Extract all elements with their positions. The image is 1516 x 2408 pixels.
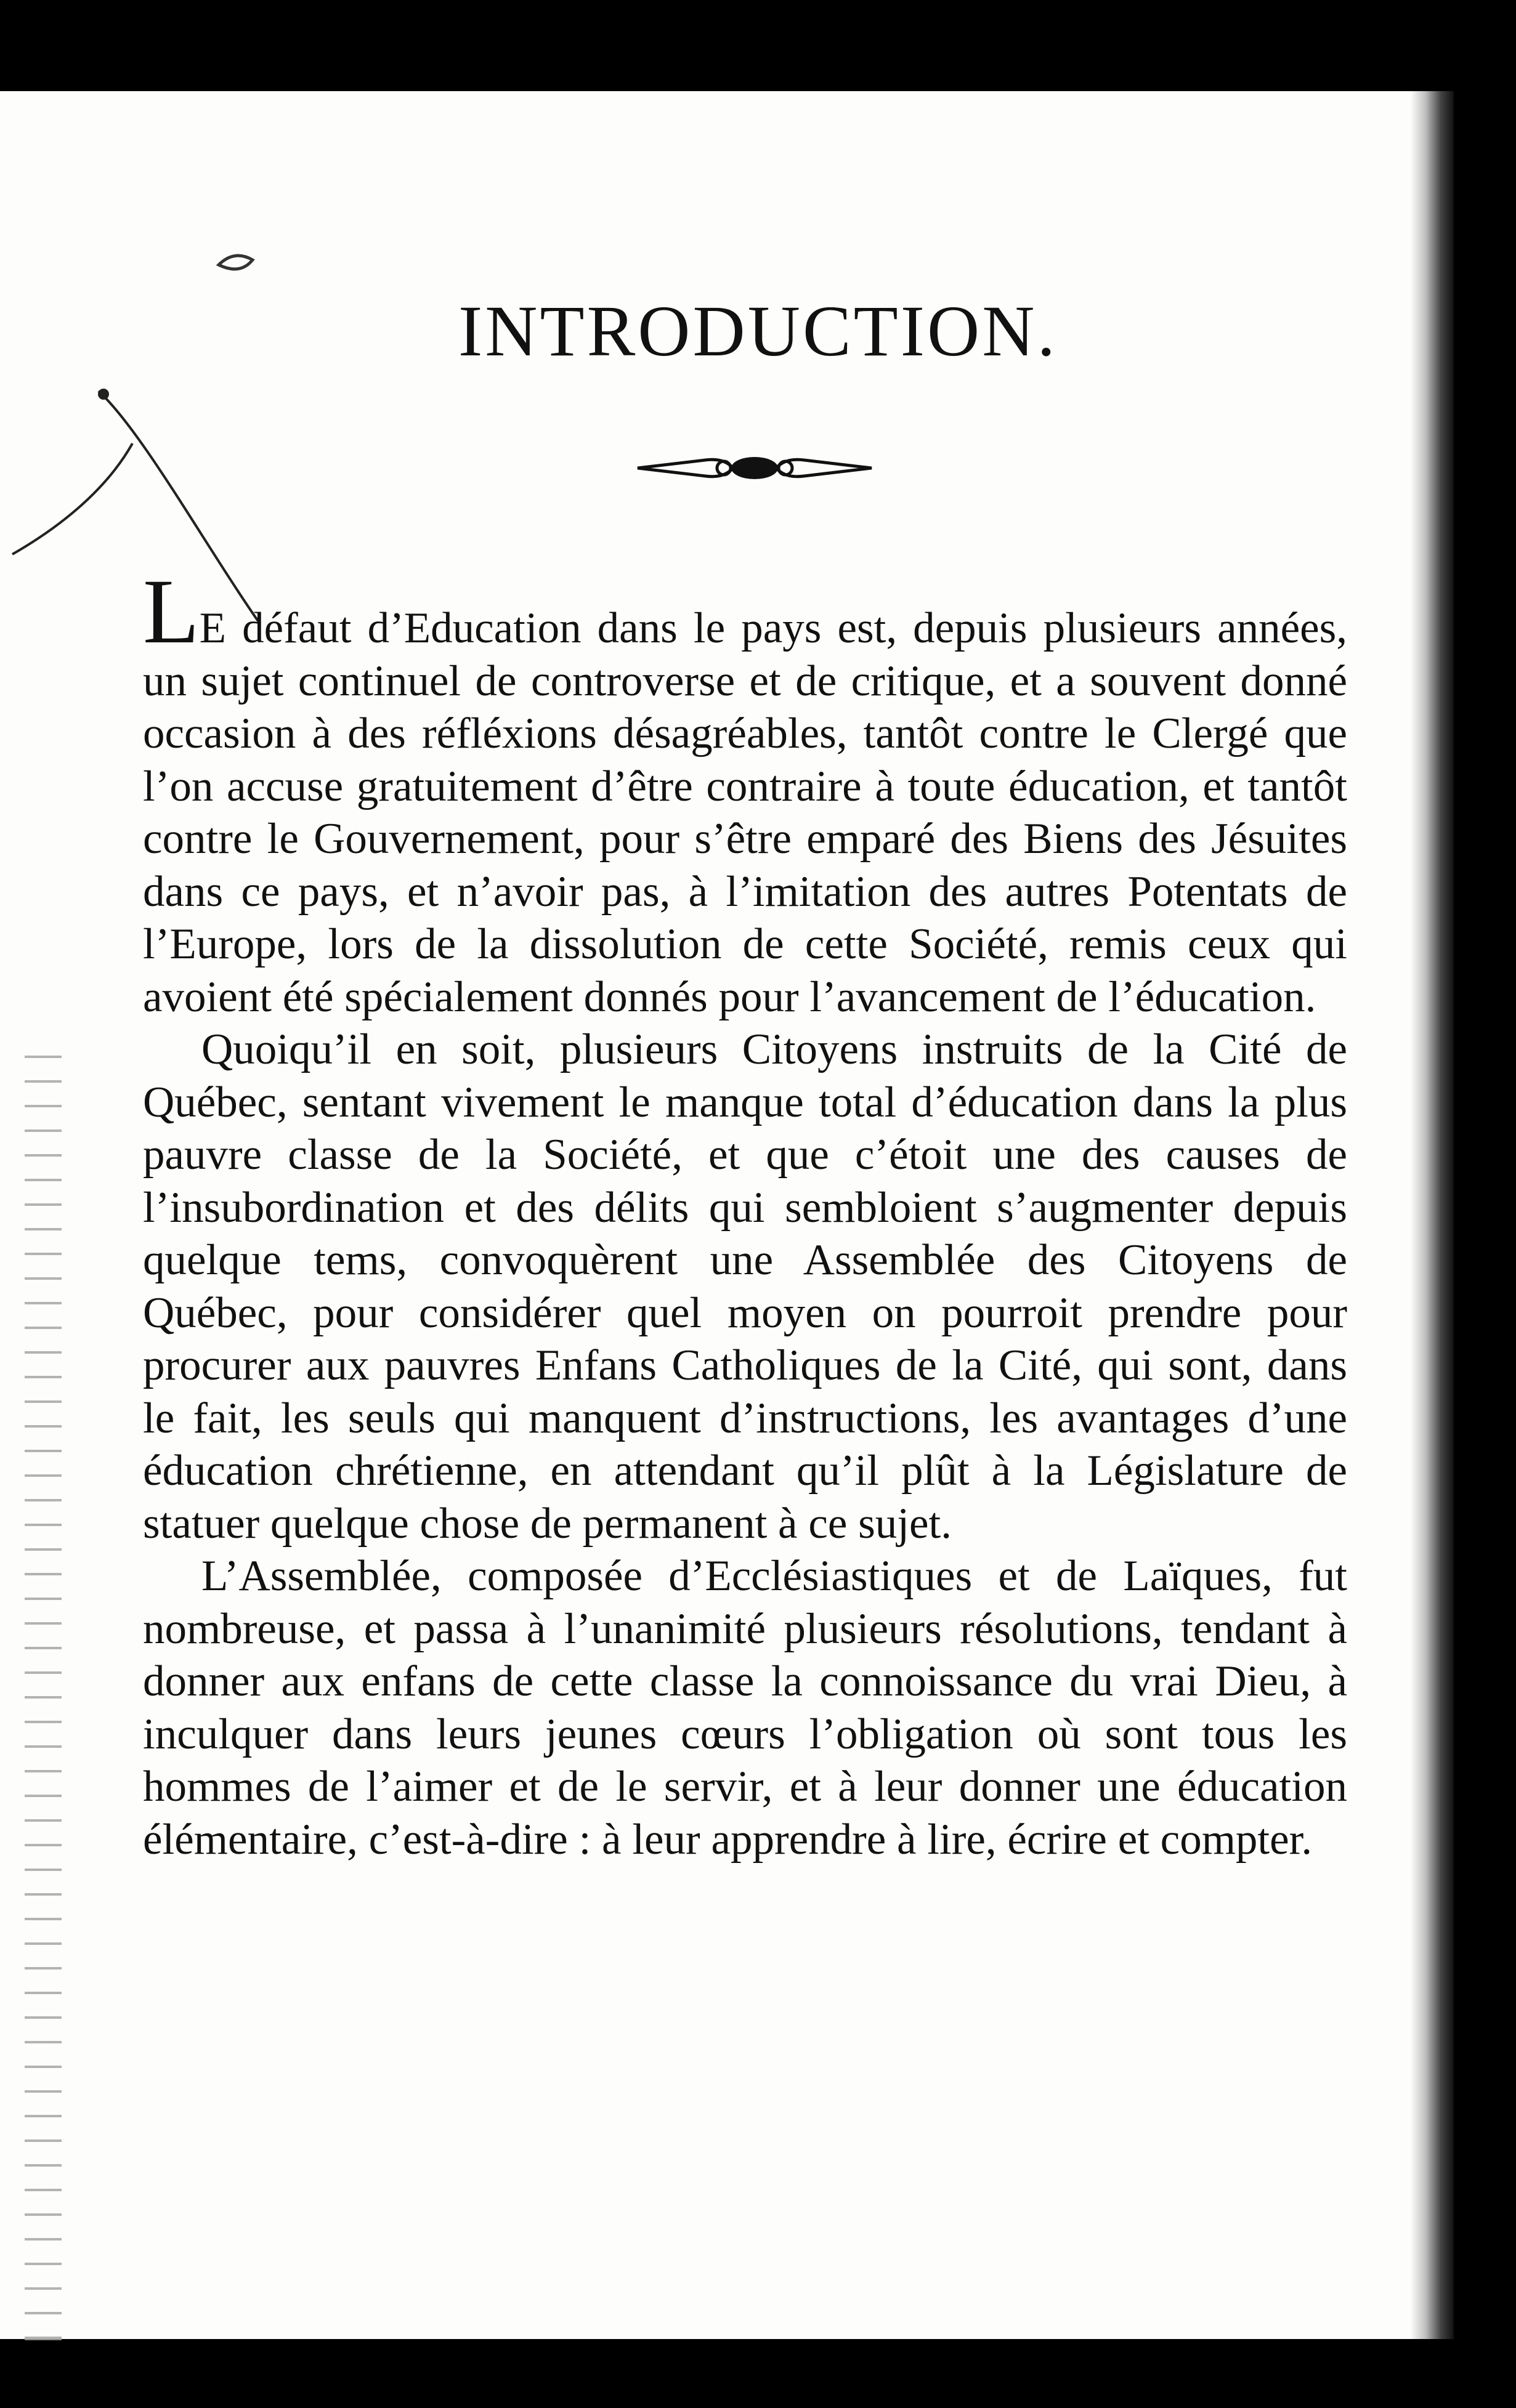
page-title: INTRODUCTION. <box>458 291 1058 371</box>
paragraph-3: L’Assemblée, composée d’Ecclésiastiques et de Laïques, fut nombreuse, et passa à l’unanimité plusieurs résolutions, tendant à donner aux enfans de cette classe la connoissance du vrai Dieu, à inculquer dans leurs jeunes cœurs l’obligation où sont tous les hommes de l’aimer et de le servir, et à leur donner une éducation élémentaire, c’est-à-dire : à leur apprendre à lire, écrire et compter. <box>143 1552 1347 1864</box>
body-text <box>143 560 1347 1866</box>
paragraph-2: Quoiqu’il en soit, plusieurs Citoyens instruits de la Cité de Québec, sentant vivement le manque total d’éducation dans la plus pauvre classe de la Société, et que c’étoit une des causes de l’insubordination et des délits qui sembloient s’augmenter depuis quelque tems, convoquèrent une Assemblée des Citoyens de Québec, pour considérer quel moyen on pourroit prendre pour procurer aux pauvres Enfans Catholiques de la Cité, qui sont, dans le fait, les seuls qui manquent d’instructions, les avantages d’une éducation chrétienne, en attendant qu’il plût à la Législature de statuer quelque chose de permanent à ce sujet. <box>143 1025 1347 1548</box>
paragraph-1 <box>143 560 1347 1024</box>
drop-cap: L <box>143 560 200 663</box>
printer-ornament-icon <box>631 453 878 483</box>
paragraph-1-text: E défaut d’Education dans le pays est, depuis plusieurs années, un sujet continuel de controverse et de critique, et a souvent donné occasion à des réfléxions désagréables, tantôt contre le Clergé que l’on accuse gratuitement d’être contraire à toute éducation, et tantôt contre le Gouvernement, pour s’être emparé des Biens des Jésuites dans ce pays, et n’avoir pas, à l’imitation des autres Potentats de l’Europe, lors de la dissolution de cette Société, remis ceux qui avoient été spécialement donnés pour l’avancement de l’éducation. <box>143 604 1347 1021</box>
